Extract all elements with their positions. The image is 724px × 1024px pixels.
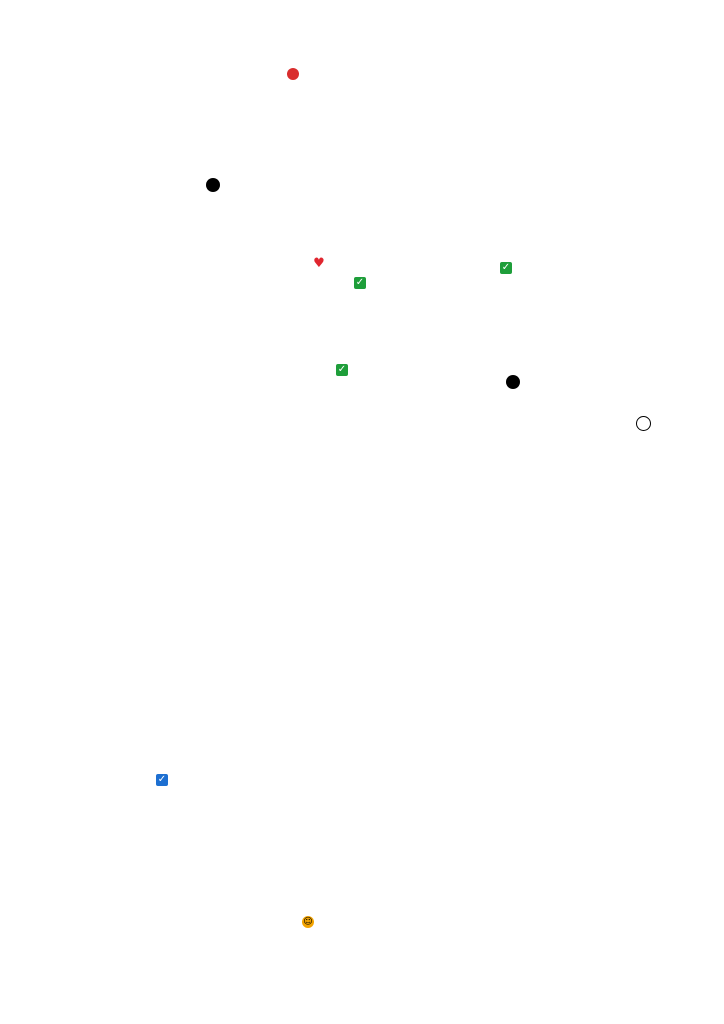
green-check-icon: ✓: [355, 277, 365, 288]
ring-icon: [636, 416, 651, 431]
green-check-icon: ✓: [337, 364, 347, 375]
heart-icon: ♥: [313, 256, 325, 271]
blue-check-icon: ✓: [157, 774, 167, 785]
black-dot-icon: [506, 375, 520, 389]
black-dot-icon: [206, 178, 220, 192]
icon-layer: [66, 68, 676, 958]
emoji-face-icon: ☺: [303, 917, 313, 927]
green-check-icon: ✓: [501, 262, 511, 273]
red-pin-icon: [287, 68, 299, 80]
glyph-noise-page: [66, 68, 676, 958]
